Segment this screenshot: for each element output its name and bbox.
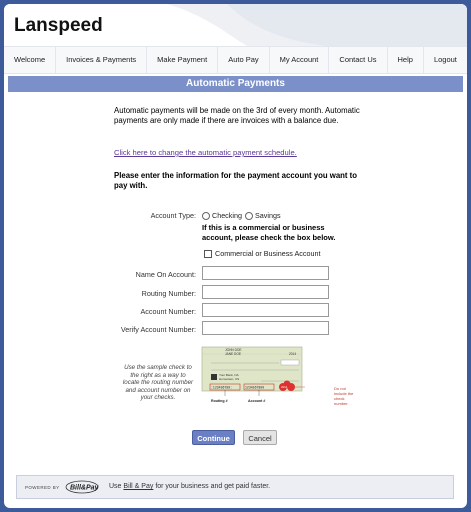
nav-invoices-payments[interactable]: Invoices & Payments [56, 47, 147, 73]
radio-savings-label: Savings [255, 211, 281, 220]
nav-welcome[interactable]: Welcome [4, 47, 56, 73]
header-swoosh-graphic [167, 4, 467, 46]
page [4, 4, 467, 508]
radio-checking-label: Checking [212, 211, 242, 220]
sample-check-caption: Use the sample check to the right as a way to locate the routing number and account number on your checks. [122, 364, 194, 401]
nav-logout[interactable]: Logout [433, 55, 457, 64]
check-bank-city: Hometown, US [219, 377, 240, 381]
check-routing-digits: :123456789: [211, 385, 233, 390]
footer-text [109, 483, 270, 490]
sample-check-image [201, 346, 331, 406]
name-on-account-input[interactable] [202, 266, 329, 280]
radio-checking-circle[interactable] [202, 212, 210, 220]
page-title: Automatic Payments [8, 76, 463, 92]
business-checkbox[interactable] [204, 249, 320, 258]
cancel-button[interactable]: Cancel [243, 430, 277, 445]
nav-make-payment[interactable]: Make Payment [147, 47, 218, 73]
billpay-link[interactable]: Bill & Pay [123, 483, 154, 490]
radio-savings-circle[interactable] [245, 212, 253, 220]
business-checkbox-box[interactable] [204, 250, 212, 258]
nav-contact-us[interactable]: Contact Us [329, 47, 387, 73]
header [4, 4, 467, 46]
check-number-label: 2014 [289, 352, 297, 356]
nav-auto-pay[interactable]: Auto Pay [218, 47, 269, 73]
check-bank-name: Your Bank, NA [219, 373, 239, 377]
verify-label: Verify Account Number: [120, 325, 196, 334]
routing-number-input[interactable] [202, 285, 329, 299]
main-nav [4, 46, 467, 74]
nav-my-account[interactable]: My Account [270, 47, 330, 73]
verify-account-number-input[interactable] [202, 321, 329, 335]
nav-help[interactable]: Help [388, 47, 424, 73]
business-checkbox-label: Commercial or Business Account [215, 249, 321, 258]
routing-caption: Routing # [211, 399, 228, 403]
instructions-text: Please enter the information for the payment account you want to pay with. [114, 171, 358, 190]
check-name-1: JOHN DOE [225, 348, 242, 352]
footer-text-prefix: Use [109, 483, 124, 490]
routing-label: Routing Number: [141, 289, 196, 298]
powered-by-label: POWERED BY [25, 485, 60, 490]
account-caption: Account # [248, 399, 266, 403]
check-account-digits: 1234567890 [245, 385, 265, 390]
svg-text:2014: 2014 [281, 386, 288, 389]
name-label: Name On Account: [135, 270, 196, 279]
do-not-include-note: Do not include the check number. [334, 386, 354, 406]
billpay-logo[interactable] [65, 480, 103, 494]
account-type-label: Account Type: [150, 211, 196, 220]
account-number-input[interactable] [202, 303, 329, 317]
business-note: If this is a commercial or business account, please check the box below. [202, 223, 336, 242]
radio-savings[interactable] [245, 211, 281, 220]
radio-checking[interactable] [202, 211, 242, 220]
continue-button[interactable]: Continue [192, 430, 235, 445]
account-label: Account Number: [140, 307, 196, 316]
footer-text-suffix: for your business and get paid faster. [153, 483, 271, 490]
check-name-2: JANE DOE [225, 352, 241, 356]
schedule-link[interactable]: Click here to change the automatic payment schedule. [114, 148, 297, 157]
footer-bar [16, 475, 454, 499]
intro-text: Automatic payments will be made on the 3rd of every month. Automatic payments are only made if there are invoices with a balance due. [114, 106, 360, 125]
svg-text:Bill&Pay: Bill&Pay [70, 484, 99, 492]
site-logo[interactable]: Lanspeed [14, 15, 103, 36]
